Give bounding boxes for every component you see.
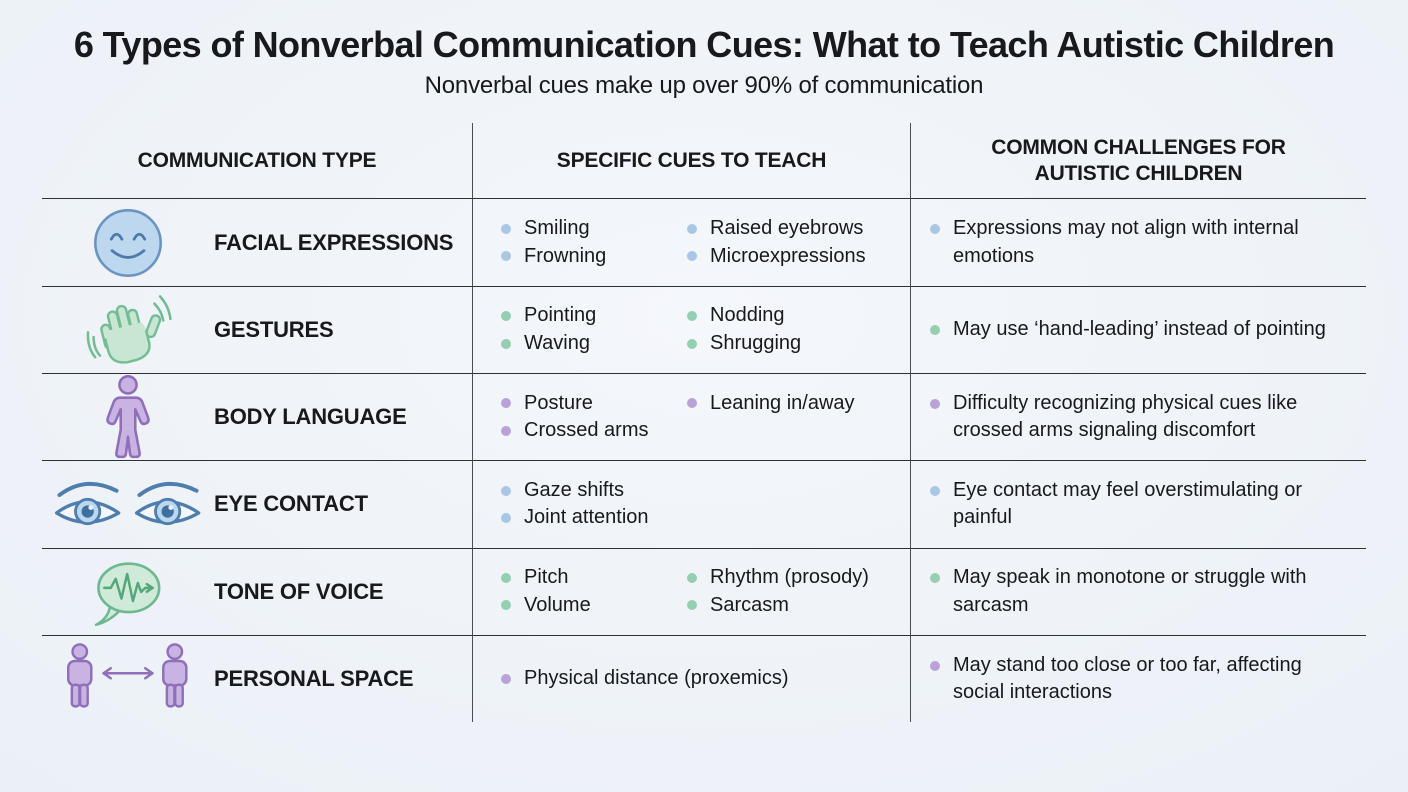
bullet-icon — [930, 486, 940, 496]
bullet-icon — [501, 426, 511, 436]
column-header-common-challenges — [910, 123, 1366, 198]
cue-column — [687, 390, 855, 418]
smiley-face-icon — [42, 205, 214, 281]
cue-label: Sarcasm — [710, 593, 789, 616]
page-subtitle: Nonverbal cues make up over 90% of communication — [424, 72, 984, 100]
bullet-icon — [501, 674, 511, 684]
cue-label: Gaze shifts — [524, 478, 625, 501]
challenge-cell — [910, 198, 1366, 285]
column-header-specific-cues — [472, 123, 910, 198]
cue-label: Raised eyebrows — [710, 217, 864, 240]
cue-item — [501, 665, 789, 693]
speech-bubble-waveform-icon — [42, 551, 214, 633]
infographic — [0, 24, 1408, 722]
eyes-icon — [42, 470, 214, 538]
cue-column — [687, 564, 869, 619]
bullet-icon — [501, 339, 511, 349]
challenge-cell — [910, 548, 1366, 635]
cue-label: Microexpressions — [710, 244, 866, 267]
bullet-icon — [501, 573, 511, 583]
cue-label: Volume — [524, 593, 591, 616]
column-header-label: COMMUNICATION TYPE — [137, 149, 377, 173]
cue-columns — [501, 302, 801, 357]
communication-type-label: EYE CONTACT — [214, 491, 368, 517]
column-header-communication-type — [42, 123, 472, 198]
cue-label: Joint attention — [524, 506, 649, 529]
communication-type-label: PERSONAL SPACE — [214, 666, 414, 692]
bullet-icon — [687, 311, 697, 321]
communication-type-label: TONE OF VOICE — [214, 578, 384, 604]
bullet-icon — [687, 224, 697, 234]
cue-column — [687, 302, 801, 357]
cue-label: Physical distance (proxemics) — [524, 667, 789, 690]
cue-item — [687, 243, 866, 271]
bullet-icon — [501, 224, 511, 234]
column-header-label: COMMON CHALLENGES FOR AUTISTIC CHILDREN — [991, 136, 1286, 185]
cue-label: Smiling — [524, 217, 590, 240]
bullet-icon — [501, 251, 511, 261]
bullet-icon — [501, 311, 511, 321]
cue-label: Waving — [524, 331, 590, 354]
bullet-icon — [501, 398, 511, 408]
challenge-item — [930, 390, 1342, 445]
challenge-cell — [910, 373, 1366, 460]
challenge-label: May speak in monotone or struggle with sarcasm — [953, 566, 1307, 616]
cue-item — [501, 302, 687, 330]
cue-column — [501, 302, 687, 357]
cue-item — [501, 390, 687, 418]
specific-cues-cell — [472, 373, 910, 460]
challenge-item — [930, 564, 1342, 619]
column-header-label: SPECIFIC CUES TO TEACH — [556, 149, 827, 173]
challenge-item — [930, 652, 1342, 707]
cue-label: Frowning — [524, 244, 607, 267]
communication-type-cell — [42, 548, 472, 635]
bullet-icon — [930, 224, 940, 234]
cue-column — [501, 390, 687, 445]
cue-columns — [501, 390, 855, 445]
cue-columns — [501, 564, 869, 619]
challenge-label: Eye contact may feel overstimulating or painful — [953, 478, 1303, 529]
waving-hand-icon — [42, 286, 214, 374]
communication-type-label: GESTURES — [214, 316, 334, 342]
cue-label: Nodding — [710, 304, 785, 327]
challenge-label: May stand too close or too far, affecting social interactions — [953, 653, 1302, 704]
cue-item — [687, 564, 869, 592]
bullet-icon — [501, 486, 511, 496]
cue-label: Rhythm (prosody) — [710, 566, 869, 589]
cue-item — [501, 592, 687, 620]
bullet-icon — [687, 573, 697, 583]
communication-type-cell — [42, 635, 472, 722]
bullet-icon — [687, 251, 697, 261]
bullet-icon — [930, 573, 940, 583]
two-people-distance-icon — [42, 643, 214, 715]
cue-label: Pitch — [524, 566, 569, 589]
cue-columns — [501, 215, 866, 270]
cue-label: Posture — [524, 391, 593, 414]
challenge-item — [930, 316, 1326, 344]
communication-type-label: FACIAL EXPRESSIONS — [214, 229, 454, 255]
communication-type-cell — [42, 373, 472, 460]
page-title: 6 Types of Nonverbal Communication Cues: What to Teach Autistic Children — [73, 24, 1335, 65]
specific-cues-cell — [472, 460, 910, 547]
cue-column — [501, 215, 687, 270]
cue-item — [687, 215, 866, 243]
cue-label: Crossed arms — [524, 419, 649, 442]
cue-label: Leaning in/away — [710, 391, 855, 414]
bullet-icon — [687, 339, 697, 349]
challenge-cell — [910, 635, 1366, 722]
cue-label: Pointing — [524, 304, 597, 327]
cue-label: Shrugging — [710, 331, 802, 354]
bullet-icon — [501, 513, 511, 523]
bullet-icon — [930, 399, 940, 409]
cue-item — [501, 243, 687, 271]
cue-item — [501, 504, 649, 532]
challenge-label: Expressions may not align with internal emotions — [953, 217, 1299, 267]
challenge-cell — [910, 460, 1366, 547]
cue-item — [501, 564, 687, 592]
specific-cues-cell — [472, 286, 910, 373]
cue-item — [501, 477, 649, 505]
cue-item — [687, 302, 801, 330]
person-icon — [42, 374, 214, 460]
cue-columns — [501, 665, 789, 693]
cue-item — [501, 330, 687, 358]
cue-item — [687, 330, 801, 358]
bullet-icon — [930, 325, 940, 335]
cue-item — [687, 592, 869, 620]
communication-type-label: BODY LANGUAGE — [214, 404, 407, 430]
challenge-item — [930, 477, 1342, 532]
cue-item — [501, 215, 687, 243]
cue-columns — [501, 477, 649, 532]
cue-item — [687, 390, 855, 418]
bullet-icon — [501, 600, 511, 610]
bullet-icon — [687, 398, 697, 408]
communication-type-cell — [42, 460, 472, 547]
cue-column — [501, 477, 649, 532]
challenge-cell — [910, 286, 1366, 373]
specific-cues-cell — [472, 635, 910, 722]
communication-type-cell — [42, 286, 472, 373]
communication-type-cell — [42, 198, 472, 285]
challenge-label: Difficulty recognizing physical cues like crossed arms signaling discomfort — [953, 391, 1298, 442]
cue-item — [501, 417, 687, 445]
nonverbal-cues-table — [42, 123, 1366, 722]
cue-column — [501, 564, 687, 619]
bullet-icon — [930, 661, 940, 671]
challenge-label: May use ‘hand-leading’ instead of pointing — [953, 318, 1326, 341]
cue-column — [501, 665, 789, 693]
challenge-item — [930, 215, 1342, 270]
cue-column — [687, 215, 866, 270]
specific-cues-cell — [472, 548, 910, 635]
bullet-icon — [687, 600, 697, 610]
specific-cues-cell — [472, 198, 910, 285]
